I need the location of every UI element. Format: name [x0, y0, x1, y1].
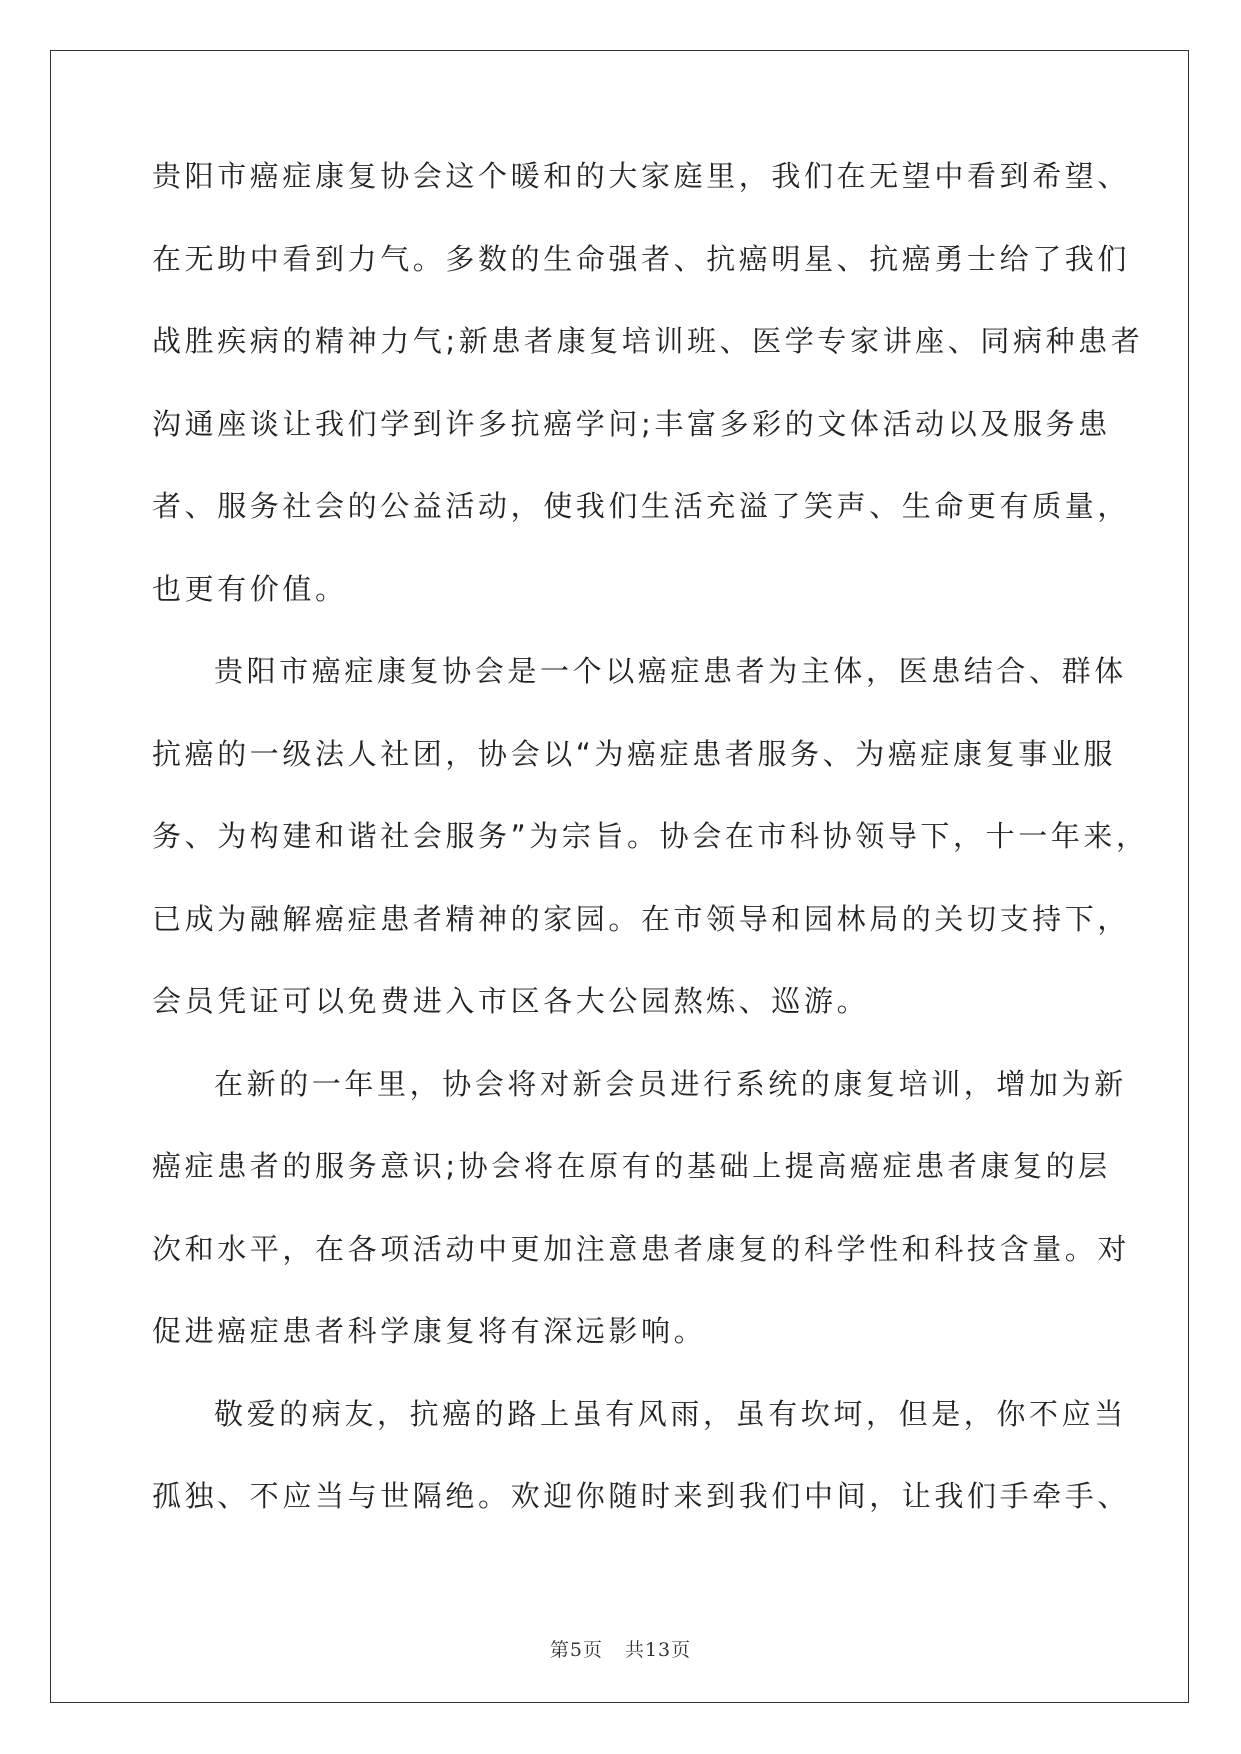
text-line: [152, 484, 1131, 567]
text-line-content: 已成为融解癌症患者精神的家园。在市领导和园林局的关切支持下，: [152, 901, 1131, 936]
text-line-content: 促进癌症患者科学康复将有深远影响。: [152, 1314, 707, 1348]
text-line: [152, 1227, 1131, 1310]
text-line-content: 贵阳市癌症康复协会这个暖和的大家庭里，我们在无望中看到希望、: [152, 159, 1131, 193]
text-line: [152, 732, 1117, 815]
page-number: 第5页: [549, 1639, 603, 1661]
text-line-content: 在无助中看到力气。多数的生命强者、抗癌明星、抗癌勇士给了我们: [152, 241, 1131, 276]
text-line: [152, 237, 1131, 320]
text-line-content: 会员凭证可以免费进入市区各大公园熬炼、巡游。: [152, 984, 870, 1018]
text-line: [152, 1144, 1111, 1227]
text-line-content: 抗癌的一级法人社团，协会以“为癌症患者服务、为癌症康复事业服: [152, 736, 1117, 771]
text-line-content: 癌症患者的服务意识;协会将在原有的基础上提高癌症患者康复的层: [152, 1149, 1111, 1183]
text-line-content: 在新的一年里，协会将对新会员进行系统的康复培训，增加为新: [214, 1066, 1127, 1101]
text-line: [152, 402, 1111, 485]
text-line-content: 战胜疾病的精神力气;新患者康复培训班、医学专家讲座、同病种患者: [152, 324, 1144, 358]
document-body: [152, 154, 1149, 1557]
page-total: 共13页: [624, 1639, 692, 1661]
text-line-content: 次和水平，在各项活动中更加注意患者康复的科学性和科技含量。对: [152, 1231, 1131, 1266]
text-line: [152, 1392, 1127, 1475]
text-line-content: 务、为构建和谐社会服务”为宗旨。协会在市科协领导下，十一年来，: [152, 819, 1149, 853]
text-line-content: 敬爱的病友，抗癌的路上虽有风雨，虽有坎坷，但是，你不应当: [214, 1396, 1127, 1431]
text-line: [152, 154, 1131, 237]
text-line: [152, 319, 1144, 402]
text-line: [152, 979, 1087, 1062]
text-line: [152, 897, 1131, 980]
text-line: [152, 814, 1149, 897]
text-line: [152, 567, 1087, 650]
text-line: [152, 1062, 1127, 1145]
text-line-content: 沟通座谈让我们学到许多抗癌学问;丰富多彩的文体活动以及服务患: [152, 406, 1111, 441]
text-line: [152, 1309, 1087, 1392]
text-line: [152, 649, 1127, 732]
text-line-content: 者、服务社会的公益活动，使我们生活充溢了笑声、生命更有质量，: [152, 489, 1131, 523]
text-line-content: 贵阳市癌症康复协会是一个以癌症患者为主体，医患结合、群体: [214, 654, 1127, 688]
text-line-content: 也更有价值。: [152, 571, 348, 606]
page-footer: [0, 1635, 1241, 1662]
text-line: [152, 1474, 1131, 1557]
text-line-content: 孤独、不应当与世隔绝。欢迎你随时来到我们中间，让我们手牵手、: [152, 1479, 1131, 1513]
